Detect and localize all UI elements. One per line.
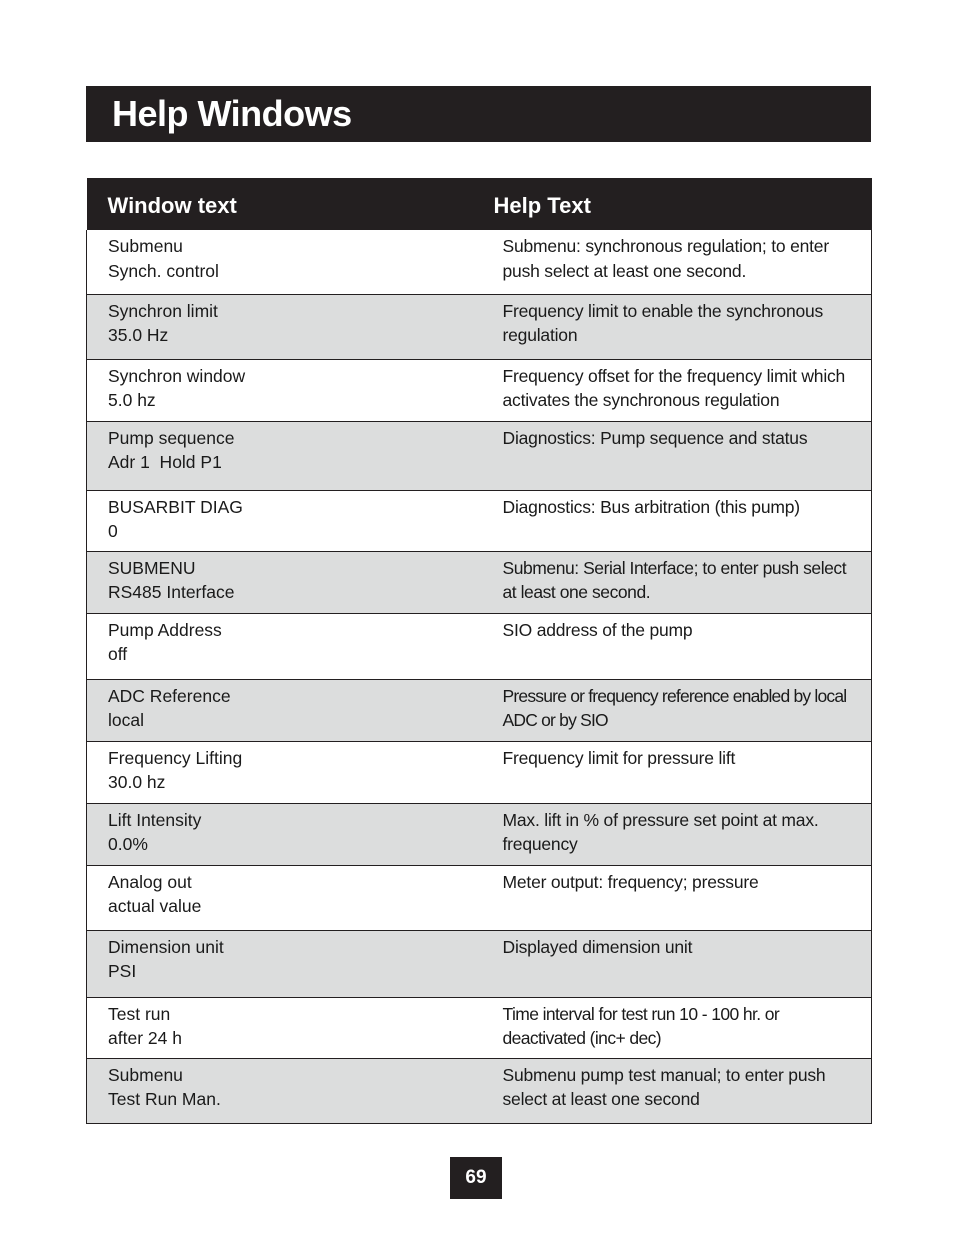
window-text-value: 0 xyxy=(108,521,118,541)
help-text-cell xyxy=(482,997,872,1058)
window-text-line: Frequency Lifting xyxy=(108,747,243,768)
table-header-row xyxy=(87,178,872,230)
page-title: Help Windows xyxy=(112,93,352,134)
window-text-line: Submenu xyxy=(108,1064,183,1085)
window-text-line: SUBMENU xyxy=(108,557,196,578)
table-row xyxy=(87,421,872,490)
window-text-line: Synchron window xyxy=(108,365,246,386)
window-text-value: RS485 Interface xyxy=(108,582,235,602)
help-text-line: SIO address of the pump xyxy=(502,619,693,640)
help-text-cell xyxy=(482,865,872,930)
help-text-line: regulation xyxy=(502,325,578,345)
window-text-line: BUSARBIT DIAG xyxy=(108,496,243,517)
window-text-cell xyxy=(87,930,482,997)
window-text-cell xyxy=(87,551,482,613)
window-text-line: Dimension unit xyxy=(108,936,224,957)
table-row xyxy=(87,490,872,551)
help-text-line: select at least one second xyxy=(502,1089,700,1109)
help-text-line: deactivated (inc+ dec) xyxy=(502,1028,661,1048)
help-text-line: Frequency offset for the frequency limit which xyxy=(502,365,846,386)
window-text-cell xyxy=(87,803,482,865)
window-text-value: 35.0 Hz xyxy=(108,325,169,345)
window-text-cell xyxy=(87,865,482,930)
window-text-cell xyxy=(87,1058,482,1123)
help-text-cell xyxy=(482,741,872,803)
window-text-value: after 24 h xyxy=(108,1028,182,1048)
help-windows-table xyxy=(86,178,872,1124)
window-text-cell xyxy=(87,997,482,1058)
window-text-value: Adr 1 Hold P1 xyxy=(108,452,222,472)
window-text-cell xyxy=(87,230,482,294)
window-text-line: ADC Reference xyxy=(108,685,231,706)
help-text-line: Diagnostics: Bus arbitration (this pump) xyxy=(502,496,800,517)
window-text-line: Submenu xyxy=(108,236,183,256)
help-text-cell xyxy=(482,613,872,679)
help-text-cell xyxy=(482,551,872,613)
help-text-cell xyxy=(482,421,872,490)
column-header-help-text: Help Text xyxy=(493,193,591,218)
window-text-value: 0.0% xyxy=(108,834,148,854)
help-text-cell xyxy=(482,679,872,741)
window-text-value: off xyxy=(108,644,128,664)
window-text-line: Lift Intensity xyxy=(108,809,202,830)
window-text-cell xyxy=(87,421,482,490)
window-text-value: Synch. control xyxy=(108,260,219,281)
page-number: 69 xyxy=(450,1157,502,1199)
window-text-cell xyxy=(87,679,482,741)
table-row xyxy=(87,294,872,359)
window-text-cell xyxy=(87,613,482,679)
table-row xyxy=(87,230,872,294)
help-text-line: activates the synchronous regulation xyxy=(502,390,780,410)
table-row xyxy=(87,613,872,679)
table-row xyxy=(87,997,872,1058)
window-text-line: Synchron limit xyxy=(108,300,218,321)
help-text-line: Submenu: Serial Interface; to enter push select xyxy=(502,557,847,578)
table-row xyxy=(87,865,872,930)
help-text-line: Submenu: synchronous regulation; to enter xyxy=(502,236,829,256)
help-text-cell xyxy=(482,930,872,997)
help-text-cell xyxy=(482,294,872,359)
help-text-cell xyxy=(482,1058,872,1123)
help-text-line: Time interval for test run 10 - 100 hr. or xyxy=(502,1003,780,1024)
window-text-line: Analog out xyxy=(108,871,192,892)
help-text-cell xyxy=(482,803,872,865)
window-text-value: 5.0 hz xyxy=(108,390,156,410)
help-text-line: ADC or by SIO xyxy=(502,710,608,730)
window-text-value: PSI xyxy=(108,961,137,981)
window-text-line: Test run xyxy=(108,1003,171,1024)
table-row xyxy=(87,359,872,421)
help-text-cell xyxy=(482,490,872,551)
window-text-line: Pump Address xyxy=(108,619,222,640)
window-text-value: actual value xyxy=(108,896,202,916)
window-text-cell xyxy=(87,741,482,803)
table-row xyxy=(87,679,872,741)
page-title-bar xyxy=(86,86,871,142)
window-text-cell xyxy=(87,359,482,421)
table-row xyxy=(87,803,872,865)
help-text-line: Frequency limit for pressure lift xyxy=(502,747,736,768)
table-row xyxy=(87,551,872,613)
window-text-cell xyxy=(87,294,482,359)
help-text-line: at least one second. xyxy=(502,582,651,602)
help-text-line: push select at least one second. xyxy=(502,260,747,281)
help-text-cell xyxy=(482,230,872,294)
window-text-value: local xyxy=(108,710,144,730)
table-row xyxy=(87,741,872,803)
help-text-line: Meter output: frequency; pressure xyxy=(502,871,759,892)
help-text-line: Max. lift in % of pressure set point at max. xyxy=(502,809,819,830)
window-text-value: Test Run Man. xyxy=(108,1089,221,1109)
window-text-value: 30.0 hz xyxy=(108,772,166,792)
table-row xyxy=(87,930,872,997)
help-text-line: Displayed dimension unit xyxy=(502,936,693,957)
column-header-window-text: Window text xyxy=(107,193,237,218)
table-row xyxy=(87,1058,872,1123)
window-text-line: Pump sequence xyxy=(108,427,235,448)
window-text-cell xyxy=(87,490,482,551)
help-text-cell xyxy=(482,359,872,421)
help-text-line: frequency xyxy=(502,834,578,854)
help-text-line: Submenu pump test manual; to enter push xyxy=(502,1064,826,1085)
help-text-line: Frequency limit to enable the synchronous xyxy=(502,300,824,321)
help-text-line: Diagnostics: Pump sequence and status xyxy=(502,427,808,448)
help-text-line: Pressure or frequency reference enabled by local xyxy=(502,685,847,706)
